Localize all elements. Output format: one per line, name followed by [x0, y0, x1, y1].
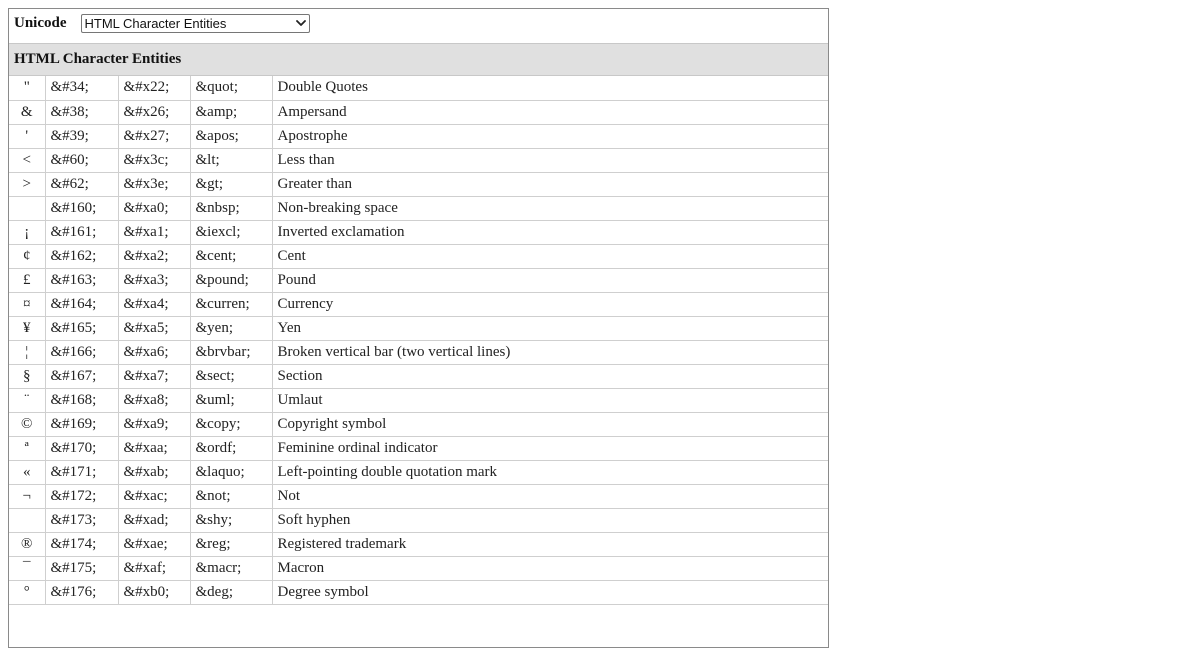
entity-name: &ordf;	[190, 436, 272, 460]
entity-hex-code: &#x3e;	[118, 172, 190, 196]
entity-description: Ampersand	[272, 100, 828, 124]
entity-set-select[interactable]	[81, 14, 310, 33]
entity-char: "	[9, 76, 45, 100]
entity-name: &reg;	[190, 532, 272, 556]
entity-name: &quot;	[190, 76, 272, 100]
entity-name: &copy;	[190, 412, 272, 436]
entity-decimal-code: &#167;	[45, 364, 118, 388]
entity-char: ¢	[9, 244, 45, 268]
entity-name: &uml;	[190, 388, 272, 412]
entity-hex-code: &#xa0;	[118, 196, 190, 220]
entity-decimal-code: &#164;	[45, 292, 118, 316]
entity-description: Degree symbol	[272, 580, 828, 604]
entity-name: &shy;	[190, 508, 272, 532]
table-row	[9, 316, 828, 340]
entity-hex-code: &#xac;	[118, 484, 190, 508]
table-row	[9, 460, 828, 484]
entity-char: ¨	[9, 388, 45, 412]
entity-char: ©	[9, 412, 45, 436]
entity-hex-code: &#xab;	[118, 460, 190, 484]
table-row	[9, 124, 828, 148]
entity-char: ¥	[9, 316, 45, 340]
table-row	[9, 436, 828, 460]
entity-set-select-value: HTML Character Entities	[84, 15, 227, 31]
table-row	[9, 292, 828, 316]
entity-name: &brvbar;	[190, 340, 272, 364]
entity-hex-code: &#xa7;	[118, 364, 190, 388]
entity-hex-code: &#xaf;	[118, 556, 190, 580]
entity-name: &gt;	[190, 172, 272, 196]
entity-description: Broken vertical bar (two vertical lines)	[272, 340, 828, 364]
table-row	[9, 172, 828, 196]
entity-hex-code: &#xa2;	[118, 244, 190, 268]
table-row	[9, 244, 828, 268]
table-row	[9, 580, 828, 604]
entity-char: <	[9, 148, 45, 172]
entity-decimal-code: &#165;	[45, 316, 118, 340]
entity-hex-code: &#xa8;	[118, 388, 190, 412]
entity-description: Umlaut	[272, 388, 828, 412]
entity-description: Feminine ordinal indicator	[272, 436, 828, 460]
entity-name: &pound;	[190, 268, 272, 292]
table-row	[9, 76, 828, 100]
entity-description: Soft hyphen	[272, 508, 828, 532]
entity-name: &lt;	[190, 148, 272, 172]
entity-char: §	[9, 364, 45, 388]
entity-char	[9, 196, 45, 220]
entity-description: Cent	[272, 244, 828, 268]
entity-description: Section	[272, 364, 828, 388]
entity-decimal-code: &#160;	[45, 196, 118, 220]
entity-decimal-code: &#162;	[45, 244, 118, 268]
entity-decimal-code: &#39;	[45, 124, 118, 148]
entity-decimal-code: &#170;	[45, 436, 118, 460]
entity-decimal-code: &#163;	[45, 268, 118, 292]
entity-description: Greater than	[272, 172, 828, 196]
table-row	[9, 196, 828, 220]
entity-description: Yen	[272, 316, 828, 340]
entity-char: £	[9, 268, 45, 292]
entity-hex-code: &#xae;	[118, 532, 190, 556]
entity-hex-code: &#xa1;	[118, 220, 190, 244]
entity-name: &sect;	[190, 364, 272, 388]
entity-hex-code: &#xa3;	[118, 268, 190, 292]
entity-description: Inverted exclamation	[272, 220, 828, 244]
entity-decimal-code: &#161;	[45, 220, 118, 244]
entity-name: &nbsp;	[190, 196, 272, 220]
table-row	[9, 268, 828, 292]
entity-decimal-code: &#171;	[45, 460, 118, 484]
table-row	[9, 340, 828, 364]
entity-decimal-code: &#168;	[45, 388, 118, 412]
entity-decimal-code: &#172;	[45, 484, 118, 508]
entity-decimal-code: &#166;	[45, 340, 118, 364]
entity-description: Currency	[272, 292, 828, 316]
entity-hex-code: &#x3c;	[118, 148, 190, 172]
entity-decimal-code: &#174;	[45, 532, 118, 556]
entity-name: &not;	[190, 484, 272, 508]
entity-hex-code: &#x26;	[118, 100, 190, 124]
entity-decimal-code: &#34;	[45, 76, 118, 100]
entity-char: ®	[9, 532, 45, 556]
entity-description: Pound	[272, 268, 828, 292]
entity-decimal-code: &#62;	[45, 172, 118, 196]
entity-name: &yen;	[190, 316, 272, 340]
entity-name: &laquo;	[190, 460, 272, 484]
entity-hex-code: &#xad;	[118, 508, 190, 532]
entity-description: Not	[272, 484, 828, 508]
entity-description: Macron	[272, 556, 828, 580]
entity-decimal-code: &#173;	[45, 508, 118, 532]
entity-char: ¬	[9, 484, 45, 508]
entity-hex-code: &#xa4;	[118, 292, 190, 316]
toolbar	[9, 9, 828, 44]
table-row	[9, 100, 828, 124]
table-row	[9, 412, 828, 436]
entity-decimal-code: &#38;	[45, 100, 118, 124]
entity-hex-code: &#xaa;	[118, 436, 190, 460]
table-row	[9, 508, 828, 532]
entity-char: ª	[9, 436, 45, 460]
entity-char	[9, 508, 45, 532]
entity-description: Apostrophe	[272, 124, 828, 148]
entity-description: Non-breaking space	[272, 196, 828, 220]
entity-hex-code: &#x27;	[118, 124, 190, 148]
entity-decimal-code: &#169;	[45, 412, 118, 436]
entity-name: &amp;	[190, 100, 272, 124]
entity-description: Double Quotes	[272, 76, 828, 100]
entity-name: &macr;	[190, 556, 272, 580]
entity-char: ¤	[9, 292, 45, 316]
entity-char: ¡	[9, 220, 45, 244]
table-row	[9, 220, 828, 244]
entity-char: «	[9, 460, 45, 484]
entity-name: &curren;	[190, 292, 272, 316]
table-row	[9, 364, 828, 388]
entity-char: '	[9, 124, 45, 148]
entity-hex-code: &#xa6;	[118, 340, 190, 364]
entity-hex-code: &#xb0;	[118, 580, 190, 604]
section-title: HTML Character Entities	[9, 44, 828, 76]
entity-decimal-code: &#175;	[45, 556, 118, 580]
entity-char: &	[9, 100, 45, 124]
entity-char: °	[9, 580, 45, 604]
table-row	[9, 484, 828, 508]
table-row	[9, 556, 828, 580]
table-row	[9, 532, 828, 556]
entity-char: >	[9, 172, 45, 196]
table-row	[9, 148, 828, 172]
entity-decimal-code: &#176;	[45, 580, 118, 604]
entity-description: Less than	[272, 148, 828, 172]
entity-char: ¦	[9, 340, 45, 364]
entity-description: Copyright symbol	[272, 412, 828, 436]
unicode-label: Unicode	[14, 14, 67, 31]
entity-name: &iexcl;	[190, 220, 272, 244]
entities-table-body	[9, 76, 828, 604]
entity-description: Registered trademark	[272, 532, 828, 556]
entities-table	[9, 76, 828, 605]
entity-name: &apos;	[190, 124, 272, 148]
chevron-down-icon	[293, 15, 309, 32]
entity-name: &deg;	[190, 580, 272, 604]
entity-hex-code: &#xa9;	[118, 412, 190, 436]
entity-description: Left-pointing double quotation mark	[272, 460, 828, 484]
entity-char: ¯	[9, 556, 45, 580]
entity-decimal-code: &#60;	[45, 148, 118, 172]
entity-hex-code: &#xa5;	[118, 316, 190, 340]
table-row	[9, 388, 828, 412]
unicode-panel	[8, 8, 829, 648]
entity-hex-code: &#x22;	[118, 76, 190, 100]
entity-name: &cent;	[190, 244, 272, 268]
